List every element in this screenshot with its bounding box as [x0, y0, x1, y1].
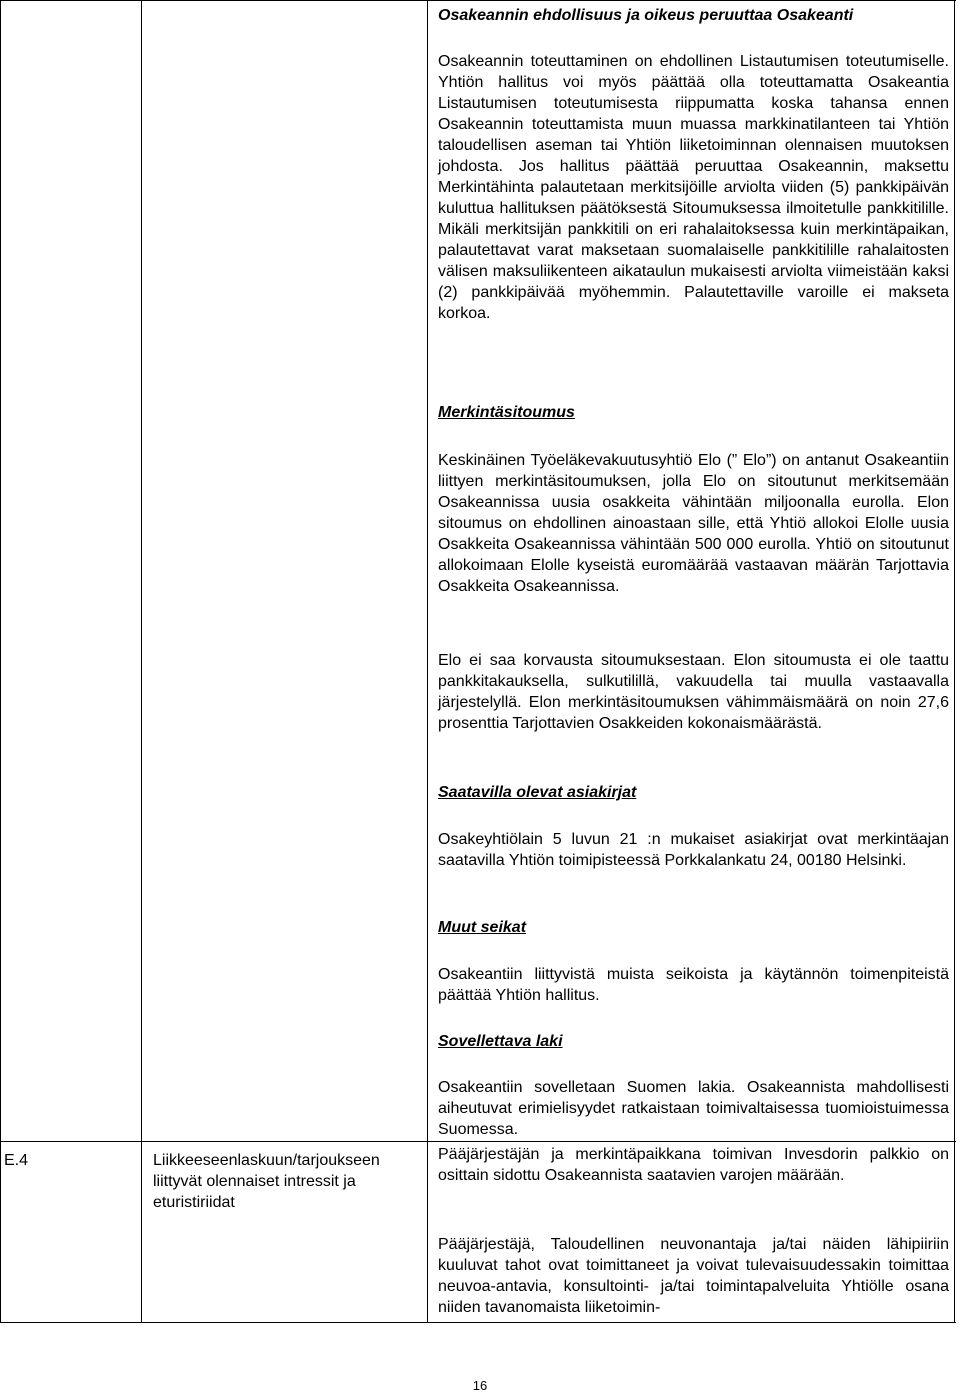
section-documents [438, 782, 949, 803]
e4-body-1 [438, 1144, 949, 1186]
page-number: 16 [472, 1378, 488, 1393]
other-body [438, 964, 949, 1006]
e4-paragraph-2: Pääjärjestäjä, Taloudellinen neuvonantaja ja/tai näiden lähipiiriin kuuluvat tahot ovat toimittaneet ja voivat tulevaisuudessakin toimittaa neuvoa-antavia, konsultointi- ja/tai toimintapalveluita Yhtiölle osana niiden tavanomaista liiketoimin- [438, 1236, 949, 1316]
e4-paragraph-1: Pääjärjestäjän ja merkintäpaikkana toimivan Invesdorin palkkio on osittain sidottu Osakeannista saatavien varojen määrään. [438, 1146, 949, 1184]
column-divider [141, 1, 142, 1141]
law-paragraph: Osakeantiin sovelletaan Suomen lakia. Osakeannista mahdollisesti aiheutuvat erimielisyydet ratkaistaan toimivaltaisessa tuomioistuimessa Suomessa. [438, 1079, 949, 1138]
commitment-body-2 [438, 650, 949, 734]
section-law [438, 1031, 949, 1052]
documents-heading: Saatavilla olevat asiakirjat [438, 784, 637, 801]
column-divider [954, 1, 955, 1141]
commitment-body-1 [438, 450, 949, 597]
column-divider [427, 1140, 428, 1322]
section-withdrawal [438, 5, 949, 26]
other-heading: Muut seikat [438, 919, 527, 936]
commitment-paragraph-2: Elo ei saa korvausta sitoumuksestaan. Elon sitoumusta ei ole taattu pankkitakauksella, sulkutilillä, vakuudella tai muulla vastaavalla järjestelyllä. Elon merkintäsitoumuksen vähimmäismäärä on noin 27,6 prosenttia Tarjottavien Osakkeiden kokonaismäärästä. [438, 652, 949, 732]
column-divider [954, 1140, 955, 1322]
e4-title: Liikkeeseenlaskuun/tarjoukseen liittyvät olennaiset intressit ja eturistiriidat [153, 1152, 380, 1211]
commitment-paragraph-1: Keskinäinen Työeläkevakuutusyhtiö Elo (” Elo”) on antanut Osakeantiin liittyen merkintäsitoumuksen, jolla Elo on sitoutunut merkitsemään Osakeannissa uusia osakkeita vähintään miljoonalla eurolla. Elon sitoumus on ehdollinen ainoastaan sille, että Yhtiö allokoi Elolle uusia Osakkeita Osakeannissa vähintään 500 000 eurolla. Yhtiö on sitoutunut allokoimaan Elolle kyseistä euromäärää vastaavan määrän Tarjottavia Osakkeita Osakeannissa. [438, 452, 949, 595]
e4-code: E.4 [4, 1152, 29, 1169]
documents-paragraph: Osakeyhtiölain 5 luvun 21 :n mukaiset asiakirjat ovat merkintäajan saatavilla Yhtiön toimipisteessä Porkkalankatu 24, 00180 Helsinki. [438, 831, 949, 869]
commitment-heading: Merkintäsitoumus [438, 404, 575, 421]
law-body [438, 1077, 949, 1140]
withdrawal-body [438, 51, 949, 324]
section-commitment [438, 402, 949, 423]
section-other [438, 917, 949, 938]
withdrawal-paragraph: Osakeannin toteuttaminen on ehdollinen Listautumisen toteutumiselle. Yhtiön hallitus voi myös päättää olla toteuttamatta Osakeantia Listautumisen toteutumisesta riippumatta koska tahansa ennen Osakeannin toteuttamista muun muassa markkinatilanteen tai Yhtiön taloudellisen aseman tai Yhtiön liiketoiminnan olennaisen muutoksen johdosta. Jos hallitus päättää peruuttaa Osakeannin, maksettu Merkintähinta palautetaan merkitsijöille arviolta viiden (5) pankkipäivän kuluttua hallituksen päätöksestä Sitoumuksessa ilmoitetulle pankkitilille. Mikäli merkitsijän pankkitili on eri rahalaitoksessa kuin merkintäpaikan, palautettavat varat maksetaan suomalaiselle pankkitilille rahalaitosten välisen maksuliikenteen aikataulun mukaisesti arviolta viimeistään kaksi (2) pankkipäivää myöhemmin. Palautettaville varoille ei makseta korkoa. [438, 53, 949, 322]
law-heading: Sovellettava laki [438, 1033, 563, 1050]
documents-body [438, 829, 949, 871]
withdrawal-heading: Osakeannin ehdollisuus ja oikeus peruuttaa Osakeanti [438, 7, 854, 24]
column-divider [427, 1, 428, 1141]
column-divider [141, 1140, 142, 1322]
e4-body-2 [438, 1234, 949, 1318]
other-paragraph: Osakeantiin liittyvistä muista seikoista ja käytännön toimenpiteistä päättää Yhtiön hallitus. [438, 966, 949, 1004]
